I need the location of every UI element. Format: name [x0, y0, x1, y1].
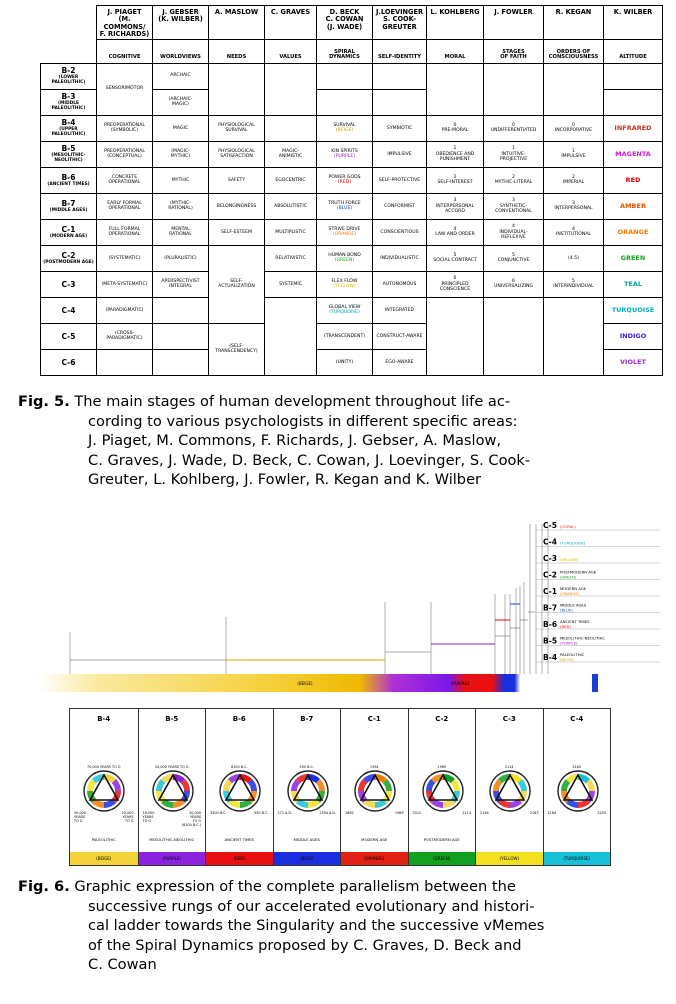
kegan-cell: 2 IMPERIAL [544, 167, 604, 193]
spiral-color-label: (BLUE) [336, 206, 353, 212]
graves-cell: RELATIVISTIC [265, 245, 317, 271]
panel-era: MESOLITHIC-NEOLITHIC [149, 837, 195, 842]
kohlberg-cell: 1 OBEDIENCE AND PUNISHMENT [427, 141, 484, 167]
panel-left-date: 271 A.D. [277, 811, 293, 815]
column-header: C. GRAVES [265, 6, 317, 40]
table-row [41, 219, 663, 245]
wilber-altitude-cell [604, 89, 663, 115]
gebser-cell: MAGIC [153, 115, 209, 141]
loevinger-cell: INDIVIDUALISTIC [373, 245, 427, 271]
kegan-cell: 3 INTERPERSONAL [544, 193, 604, 219]
panel-left-date: 16,000 YEARS TO G [142, 811, 155, 823]
loevinger-cell: IMPULSIVE [373, 141, 427, 167]
column-header: J.LOEVINGER S. COOK-GREUTER [373, 6, 427, 40]
panel-top-date: 1969 [437, 765, 447, 769]
fig5-caption-line: C. Graves, J. Wade, D. Beck, C. Cowan, J. Loevinger, S. Cook- [88, 451, 531, 469]
fig5-caption [18, 392, 660, 490]
wheel-panel-b-5 [138, 709, 206, 865]
column-subheader: MORAL [427, 39, 484, 63]
ladder-code: B-4 [543, 653, 558, 662]
spiral-dynamics-cell: GLOBAL VIEW (TURQUOISE) [317, 297, 373, 323]
gebser-cell: (ARCHAIC- MAGIC) [153, 89, 209, 115]
fig6-timeline [40, 512, 660, 697]
panel-code: C-1 [367, 715, 381, 723]
graves-cell: EGOCENTRIC [265, 167, 317, 193]
spiral-dynamics-cell: POWER GODS (RED) [317, 167, 373, 193]
ladder-code: C-4 [543, 537, 558, 547]
panel-color-bar: (GREEN) [409, 852, 476, 865]
piaget-cell: (CROSS-PARADIGMATIC) [97, 323, 153, 349]
column-header: D. BECK C. COWAN (J. WADE) [317, 6, 373, 40]
panel-top-date: 1394 [369, 765, 379, 769]
graves-cell: SYSTEMIC [265, 271, 317, 297]
ladder-color-label: (PURPLE) [560, 640, 578, 646]
panel-color-bar: (RED) [206, 852, 273, 865]
loevinger-cell: AUTONOMOUS [373, 271, 427, 297]
wheel-panel-c-3 [475, 709, 543, 865]
table-row [41, 115, 663, 141]
panel-top-date: 2163 [572, 765, 582, 769]
panel-top-date: 2114 [504, 765, 514, 769]
column-header: J. GEBSER (K. WILBER) [153, 6, 209, 40]
fowler-cell: 1 INTUITIVE- PROJECTIVE [484, 141, 544, 167]
ladder-code: C-1 [543, 587, 558, 596]
panel-top-date: 8100 B.C. [230, 765, 248, 769]
ladder-label: ANCIENT TIMES [560, 619, 590, 624]
wilber-altitude-cell: ORANGE [604, 219, 663, 245]
wheel-panel-b-4 [70, 709, 138, 865]
wheel-panel-c-2 [408, 709, 476, 865]
ladder-label: (YELLOW) [560, 557, 579, 562]
maslow-cell: SELF-ESTEEM [209, 219, 265, 245]
column-subheader: ALTITUDE [604, 39, 663, 63]
spiral-wheel-icon [556, 769, 600, 813]
kegan-cell [544, 297, 604, 375]
ladder-code: B-6 [543, 620, 558, 629]
wilber-altitude-cell: INFRARED [604, 115, 663, 141]
panel-right-date: 10,000 YEARS TO G (8100 B.C.) [181, 811, 201, 827]
loevinger-cell: EGO-AWARE [373, 349, 427, 375]
column-subheader: WORLDVIEWS [153, 39, 209, 63]
graves-cell: ABSOLUTISTIC [265, 193, 317, 219]
row-label: B-4 (UPPER PALEOLITHIC) [41, 115, 97, 141]
panel-right-date: 2114 [462, 811, 471, 815]
graves-cell [265, 115, 317, 141]
ladder-color-label: (GREEN) [560, 574, 577, 580]
kegan-cell: 0 INCORPORATIVE [544, 115, 604, 141]
panel-code: B-5 [165, 715, 179, 723]
table-corner [41, 6, 97, 64]
gebser-cell: ARCHAIC [153, 63, 209, 89]
fig6-wheel-panels [69, 708, 611, 866]
panel-era: MODERN AGE [361, 837, 388, 842]
ladder-label: MIDDLE AGES [560, 602, 587, 608]
wilber-altitude-cell: RED [604, 167, 663, 193]
bar-label-purple: (PURPLE) [450, 681, 470, 686]
column-subheader: SELF-IDENTITY [373, 39, 427, 63]
row-label: B-7 (MIDDLE AGES) [41, 193, 97, 219]
wilber-altitude-cell: AMBER [604, 193, 663, 219]
maslow-cell: SAFETY [209, 167, 265, 193]
column-subheader: SPIRAL DYNAMICS [317, 39, 373, 63]
row-label: B-5 (MESOLITHIC- NEOLITHIC) [41, 141, 97, 167]
wilber-altitude-cell: TURQUOISE [604, 297, 663, 323]
column-header: J. PIAGET (M. COMMONS/ F. RICHARDS) [97, 6, 153, 40]
column-header: K. WILBER [604, 6, 663, 40]
fig6-caption-line: of the Spiral Dynamics proposed by C. Graves, D. Beck and [88, 936, 522, 954]
wheel-panel-b-7 [273, 709, 341, 865]
loevinger-cell: SYMBIOTIC [373, 115, 427, 141]
fowler-cell: 4 INDIVIDUAL- REFLEXIVE [484, 219, 544, 245]
spiral-color-label: (GREEN) [334, 258, 355, 264]
fowler-cell [484, 297, 544, 375]
kegan-cell: 1 IMPULSIVE [544, 141, 604, 167]
table-row [41, 63, 663, 89]
panel-right-date: 550 B.C. [254, 811, 269, 815]
panel-color-bar: (TURQUOISE) [544, 852, 611, 865]
spiral-dynamics-cell: STRIVE DRIVE (ORANGE) [317, 219, 373, 245]
fowler-cell [484, 63, 544, 115]
ladder-label: (TURQUOISE) [560, 540, 586, 546]
panel-era: ANCIENT TIMES [224, 837, 254, 842]
panel-code: C-4 [570, 715, 584, 723]
panel-right-date: 20,000 YEARS TO G [121, 811, 134, 823]
spiral-dynamics-cell: TRUTH FORCE (BLUE) [317, 193, 373, 219]
table-row [41, 141, 663, 167]
fowler-cell: 3 SYNTHETIC- CONVENTIONAL [484, 193, 544, 219]
panel-right-date: 2205 [597, 811, 606, 815]
wilber-altitude-cell: TEAL [604, 271, 663, 297]
loevinger-cell: INTEGRATED [373, 297, 427, 323]
maslow-cell: PHYSIOLOGICAL SATISFACTION [209, 141, 265, 167]
row-label: B-2 (LOWER PALEOLITHIC) [41, 63, 97, 89]
kegan-cell: 4 INSTITUTIONAL [544, 219, 604, 245]
kohlberg-cell [427, 63, 484, 115]
ladder-code: C-5 [543, 521, 558, 530]
loevinger-cell: CONSTRUCT-AWARE [373, 323, 427, 349]
kohlberg-cell [427, 297, 484, 375]
wilber-altitude-cell: GREEN [604, 245, 663, 271]
panel-color-bar: (BEIGE) [70, 852, 138, 865]
gebser-cell: (PLURALISTIC) [153, 245, 209, 271]
fig6-caption-line: cal ladder towards the Singularity and the successive vMemes [88, 917, 545, 934]
fowler-cell: 2 MYTHIC-LITERAL [484, 167, 544, 193]
ladder-color-label: (BEIGE) [560, 657, 575, 662]
panel-right-date: 1969 [394, 811, 404, 815]
graves-cell [265, 297, 317, 375]
spiral-dynamics-cell: SURVIVAL (BEIGE) [317, 115, 373, 141]
kohlberg-cell: 0 PRE-MORAL [427, 115, 484, 141]
panel-era: POSTMODERN AGE [423, 837, 460, 842]
gebser-cell [153, 323, 209, 349]
column-header: L. KOHLBERG [427, 6, 484, 40]
fowler-cell: 5 CONJUNCTIVE [484, 245, 544, 271]
ladder-code: B-5 [543, 636, 558, 646]
maslow-cell: (SELF- TRANSCENDENCY) [209, 323, 265, 375]
panel-left-date: 1862 [345, 811, 354, 815]
spiral-wheel-icon [488, 769, 532, 813]
kohlberg-cell: 3 INTERPERSONAL ACCORD [427, 193, 484, 219]
row-label: C-3 [41, 271, 97, 297]
spiral-dynamics-cell [317, 63, 373, 89]
spiral-wheel-icon [353, 769, 397, 813]
loevinger-cell: CONFORMIST [373, 193, 427, 219]
spiral-dynamics-cell [317, 89, 373, 115]
bar-label-red: (RED) [519, 681, 531, 686]
fig5-caption-line: J. Piaget, M. Commons, F. Richards, J. Gebser, A. Maslow, [88, 432, 502, 449]
spiral-wheel-icon [218, 769, 262, 813]
fowler-cell: 0 UNDIFFERENTIATED [484, 115, 544, 141]
table-row [41, 167, 663, 193]
spiral-color-label: (TURQUOISE) [329, 310, 360, 316]
maslow-cell: PHYSIOLOGICAL SURVIVAL [209, 115, 265, 141]
kegan-cell: (4.5) [544, 245, 604, 271]
piaget-cell [97, 349, 153, 375]
column-header: R. KEGAN [544, 6, 604, 40]
ladder-code: C-2 [543, 570, 558, 580]
ladder-color-label: (BLUE) [560, 607, 573, 613]
panel-code: B-6 [232, 715, 246, 723]
ladder-code: C-3 [543, 554, 558, 563]
maslow-cell: BELONGINGNESS [209, 193, 265, 219]
timeline-color-bar [40, 674, 592, 692]
panel-top-date: 550 B.C. [299, 765, 314, 769]
gebser-cell [153, 349, 209, 375]
fig5-caption-label: Fig. 5. [18, 393, 70, 410]
loevinger-cell: CONSCIENTIOUS [373, 219, 427, 245]
panel-left-date: 2146 [480, 811, 489, 815]
column-subheader: STAGES OF FAITH [484, 39, 544, 63]
spiral-dynamics-cell: (TRANSCENDENT) [317, 323, 373, 349]
spiral-color-label: (ORANGE) [332, 232, 357, 238]
kohlberg-cell: 5 SOCIAL CONTRACT [427, 245, 484, 271]
spiral-color-label: (RED) [337, 180, 352, 186]
piaget-cell: (SYSTEMATIC) [97, 245, 153, 271]
kohlberg-cell: 4 LAW AND ORDER [427, 219, 484, 245]
graves-cell: MULTIPLISTIC [265, 219, 317, 245]
panel-top-date: 20,000 YEARS TO G [154, 765, 189, 769]
spiral-dynamics-cell: (UNITY) [317, 349, 373, 375]
ladder-label: MODERN AGE [560, 586, 587, 591]
ladder-color-label: (ORANGE) [560, 591, 580, 596]
piaget-cell: (META-SYSTEMATIC) [97, 271, 153, 297]
wheel-panel-c-1 [340, 709, 408, 865]
fig6-caption-line: Graphic expression of the complete parallelism between the [74, 878, 516, 895]
piaget-cell: (PARADIGMATIC) [97, 297, 153, 323]
fig6-caption-label: Fig. 6. [18, 878, 70, 895]
row-label: C-2 (POSTMODERN AGE) [41, 245, 97, 271]
kegan-cell [544, 63, 604, 115]
spiral-dynamics-cell: HUMAN BOND (GREEN) [317, 245, 373, 271]
panel-left-date: 2012 [412, 811, 422, 815]
panel-color-bar: (PURPLE) [139, 852, 206, 865]
gebser-cell: MENTAL RATIONAL [153, 219, 209, 245]
fig5-caption-line: cording to various psychologists in different specific areas: [88, 412, 518, 430]
ladder-label: (CORAL) [560, 524, 576, 529]
panel-right-date: 1394 A.D. [319, 811, 336, 815]
column-header: A. MASLOW [209, 6, 265, 40]
gebser-cell: (MAGIC- MYTHIC) [153, 141, 209, 167]
spiral-wheel-icon [82, 769, 126, 813]
column-subheader: NEEDS [209, 39, 265, 63]
panel-color-bar: (ORANGE) [341, 852, 408, 865]
piaget-cell: PREOPERATIONAL (CONCEPTUAL) [97, 141, 153, 167]
panel-code: B-7 [300, 715, 314, 723]
spiral-color-label: (PURPLE) [333, 154, 356, 160]
maslow-cell [209, 63, 265, 115]
column-subheader: COGNITIVE [97, 39, 153, 63]
spiral-color-label: (BEIGE) [335, 128, 354, 134]
fowler-cell: 6 UNIVERSALIZING [484, 271, 544, 297]
gebser-cell [153, 297, 209, 323]
wilber-altitude-cell: VIOLET [604, 349, 663, 375]
panel-left-date: 50,000 YEARS TO G [74, 811, 86, 823]
wilber-altitude-cell: INDIGO [604, 323, 663, 349]
row-label: B-6 (ANCIENT TIMES) [41, 167, 97, 193]
row-label: C-6 [41, 349, 97, 375]
fig6-caption [18, 877, 660, 975]
fig5-caption-line: Greuter, L. Kohlberg, J. Fowler, R. Kegan and K. Wilber [88, 471, 482, 488]
column-subheader: ORDERS OF CONSCIOUSNESS [544, 39, 604, 63]
row-label: B-3 (MIDDLE PALEOLITHIC) [41, 89, 97, 115]
panel-era: PALEOLITHIC [91, 837, 116, 842]
column-subheader: VALUES [265, 39, 317, 63]
panel-color-bar: (BLUE) [274, 852, 341, 865]
piaget-cell: CONCRETE OPERATIONAL [97, 167, 153, 193]
ladder-code: B-7 [543, 603, 558, 613]
ladder-color-label: (RED) [560, 624, 571, 629]
table-row [41, 193, 663, 219]
spiral-dynamics-cell: KIN SPIRITS (PURPLE) [317, 141, 373, 167]
row-label: C-1 (MODERN AGE) [41, 219, 97, 245]
wheel-panel-c-4 [543, 709, 611, 865]
kohlberg-cell: 2 SELF-INTEREST [427, 167, 484, 193]
ladder-label: MESOLITHIC-NEOLITHIC [560, 635, 606, 641]
spiral-wheel-icon [286, 769, 330, 813]
graves-cell: MAGIC- ANIMISTIC [265, 141, 317, 167]
fig6-caption-line: C. Cowan [88, 956, 157, 973]
maslow-cell: SELF- ACTUALIZATION [209, 245, 265, 323]
kegan-cell: 5 INTERINDIVIDUAL [544, 271, 604, 297]
graves-cell [265, 63, 317, 115]
column-header: J. FOWLER [484, 6, 544, 40]
spiral-dynamics-cell: FLEX FLOW (YELLOW) [317, 271, 373, 297]
fig5-caption-line: The main stages of human development throughout life ac- [74, 393, 511, 410]
wheel-panel-b-6 [205, 709, 273, 865]
piaget-cell: EARLY FORMAL OPERATIONAL [97, 193, 153, 219]
panel-era: MIDDLE AGES [293, 837, 320, 842]
panel-top-date: 70,000 YEARS TO G [86, 765, 121, 769]
table-row [41, 297, 663, 323]
table-row [41, 271, 663, 297]
fig5-table [40, 5, 663, 376]
bar-label-beige: (BEIGE) [297, 681, 313, 686]
fig6-caption-line: successive rungs of our accelerated evolutionary and histori- [88, 897, 535, 915]
panel-code: C-3 [502, 715, 516, 723]
panel-left-date: 3300 B.C. [210, 811, 227, 815]
gebser-cell: APERSPECTIVIST INTEGRAL [153, 271, 209, 297]
panel-code: C-2 [435, 715, 449, 723]
panel-color-bar: (YELLOW) [476, 852, 543, 865]
panel-code: B-4 [97, 715, 111, 723]
table-row [41, 245, 663, 271]
spiral-color-label: (YELLOW) [333, 284, 356, 290]
loevinger-cell [373, 89, 427, 115]
panel-right-date: 2163 [529, 811, 539, 815]
piaget-cell: PREOPERATIONAL (SYMBOLIC) [97, 115, 153, 141]
kohlberg-cell: 6 PRINCIPLED CONSCIENCE [427, 271, 484, 297]
ladder-label: POSTMODERN AGE [560, 569, 597, 575]
panel-left-date: 2184 [547, 811, 557, 815]
gebser-cell: MYTHIC [153, 167, 209, 193]
loevinger-cell: SELF-PROTECTIVE [373, 167, 427, 193]
wilber-altitude-cell [604, 63, 663, 89]
spiral-wheel-icon [151, 769, 195, 813]
spiral-wheel-icon [421, 769, 465, 813]
ladder-label: PALEOLITHIC [560, 652, 585, 657]
piaget-cell: FULL FORMAL OPERATIONAL [97, 219, 153, 245]
piaget-cell: SENSORIMOTOR [97, 63, 153, 115]
row-label: C-4 [41, 297, 97, 323]
row-label: C-5 [41, 323, 97, 349]
wilber-altitude-cell: MAGENTA [604, 141, 663, 167]
gebser-cell: (MYTHIC- RATIONAL) [153, 193, 209, 219]
loevinger-cell [373, 63, 427, 89]
